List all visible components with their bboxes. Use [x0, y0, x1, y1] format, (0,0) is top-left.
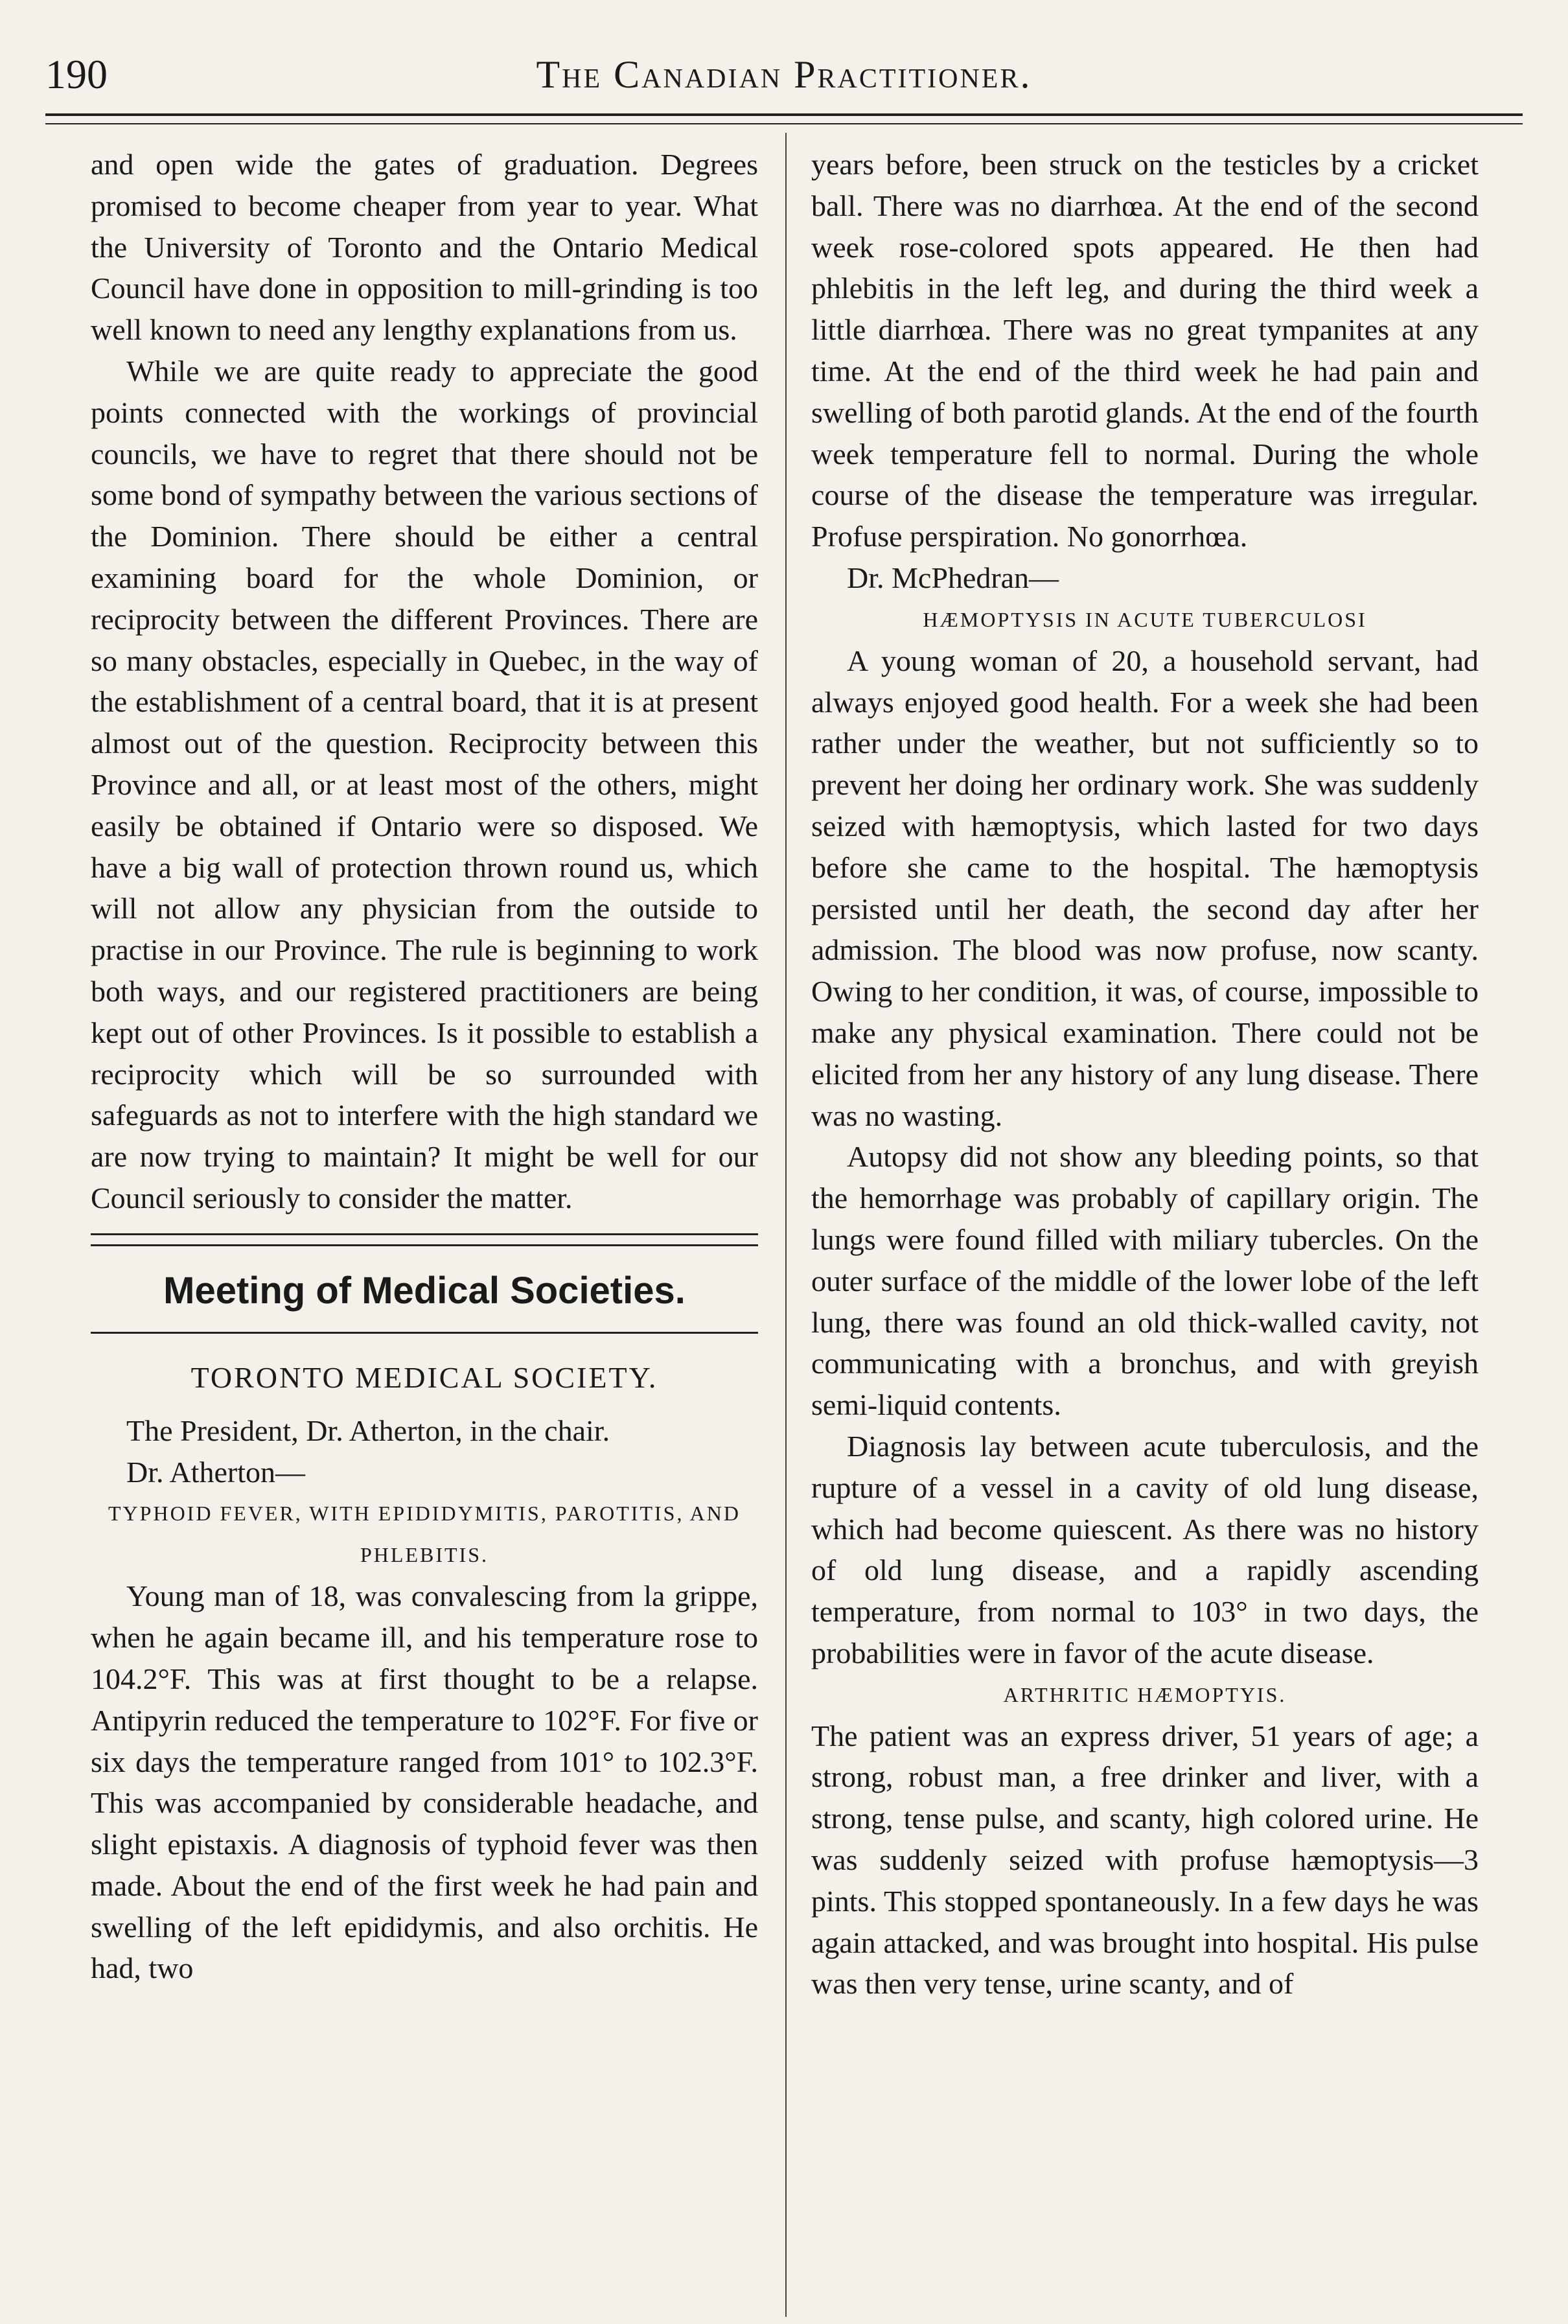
left-paragraph-3: Young man of 18, was convalescing from la grippe, when he again became ill, and his temperature rose to 104.2°F. This was at first thought to be a relapse. Antipyrin reduced the temperature to 102°F. For five or six days the temperature ranged from 101° to 102.3°F. This was accompanied by considerable headache, and slight epistaxis. A diagnosis of typhoid fever was then made. About the end of the first week he had pain and swelling of the left epididymis, and also orchitis. He had, two: [91, 1579, 758, 1985]
speaker-mcphedran: Dr. McPhedran—: [847, 561, 1059, 594]
section-title: Meeting of Medical Societies.: [163, 1269, 686, 1312]
section-rule-top: [91, 1233, 758, 1246]
right-column: [811, 144, 1479, 2004]
left-column: [91, 144, 758, 1989]
page-header: [45, 39, 1523, 110]
case-heading-typhoid: TYPHOID FEVER, WITH EPIDIDYMITIS, PAROTITIS, AND PHLEBITIS.: [108, 1502, 741, 1567]
right-paragraph-5: The patient was an express driver, 51 years of age; a strong, robust man, a free drinker and liver, with a strong, tense pulse, and scanty, high colored urine. He was suddenly seized with profuse hæmoptysis—3 pints. This stopped spontaneously. In a few days he was again attacked, and was brought into hospital. His pulse was then very tense, urine scanty, and of: [811, 1719, 1479, 2001]
running-title: The Canadian Practitioner.: [536, 53, 1032, 96]
speaker-atherton: Dr. Atherton—: [126, 1455, 305, 1489]
case-heading-haemoptysis: HÆMOPTYSIS IN ACUTE TUBERCULOSI: [923, 607, 1367, 631]
society-name: TORONTO MEDICAL SOCIETY.: [190, 1360, 658, 1394]
right-paragraph-1: years before, been struck on the testicles by a cricket ball. There was no diarrhœa. At the end of the second week rose-colored spots appeared. He then had phlebitis in the left leg, and during the third week a little diarrhœa. There was no great tympanites at any time. At the end of the third week he had pain and swelling of both parotid glands. At the end of the fourth week temperature fell to normal. During the whole course of the disease the temperature was irregular. Profuse perspiration. No gonorrhœa.: [811, 148, 1479, 553]
header-rule-thick: [45, 113, 1523, 116]
column-divider: [785, 133, 787, 2317]
left-paragraph-2: While we are quite ready to appreciate the good points connected with the workings of provincial councils, we have to regret that there should not be some bond of sympathy between the various sections of the Dominion. There should be either a central examining board for the whole Dominion, or reciprocity between the different Provinces. There are so many obstacles, especially in Quebec, in the way of the establishment of a central board, that it is at present almost out of the question. Reciprocity between this Province and all, or at least most of the others, might easily be obtained if Ontario were so disposed. We have a big wall of protection thrown round us, which will not allow any physician from the outside to practise in our Province. The rule is beginning to work both ways, and our registered practitioners are being kept out of other Provinces. Is it possible to establish a reciprocity which will be so surrounded with safeguards as not to interfere with the high standard we are now trying to maintain? It might be well for our Council seriously to consider the matter.: [91, 354, 758, 1214]
case-heading-arthritic: ARTHRITIC HÆMOPTYIS.: [1003, 1682, 1287, 1706]
section-rule-bottom: [91, 1332, 758, 1334]
chair-line: The President, Dr. Atherton, in the chair.: [126, 1413, 610, 1447]
header-rule-thin: [45, 123, 1523, 124]
right-paragraph-2: A young woman of 20, a household servant, had always enjoyed good health. For a week she had been rather under the weather, but not sufficiently so to prevent her doing her ordinary work. She was suddenly seized with hæmoptysis, which lasted for two days before she came to the hospital. The hæmoptysis persisted until her death, the second day after her admission. The blood was now profuse, now scanty. Owing to her condition, it was, of course, impossible to make any physical examination. There could not be elicited from her any history of any lung disease. There was no wasting.: [811, 644, 1479, 1132]
left-paragraph-1: and open wide the gates of graduation. Degrees promised to become cheaper from year to year. What the University of Toronto and the Ontario Medical Council have done in opposition to mill-grinding is too well known to need any lengthy explanations from us.: [91, 148, 758, 347]
right-paragraph-4: Diagnosis lay between acute tuberculosis, and the rupture of a vessel in a cavity of old lung disease, which had become quiescent. As there was no history of old lung disease, and a rapidly ascending temperature, from normal to 103° in two days, the probabilities were in favor of the acute disease.: [811, 1429, 1479, 1669]
page-number: 190: [45, 51, 108, 97]
right-paragraph-3: Autopsy did not show any bleeding points, so that the hemorrhage was probably of capillary origin. The lungs were found filled with miliary tubercles. On the outer surface of the middle of the lower lobe of the left lung, there was found an old thick-walled cavity, not communicating with a bronchus, and with greyish semi-liquid contents.: [811, 1140, 1479, 1422]
